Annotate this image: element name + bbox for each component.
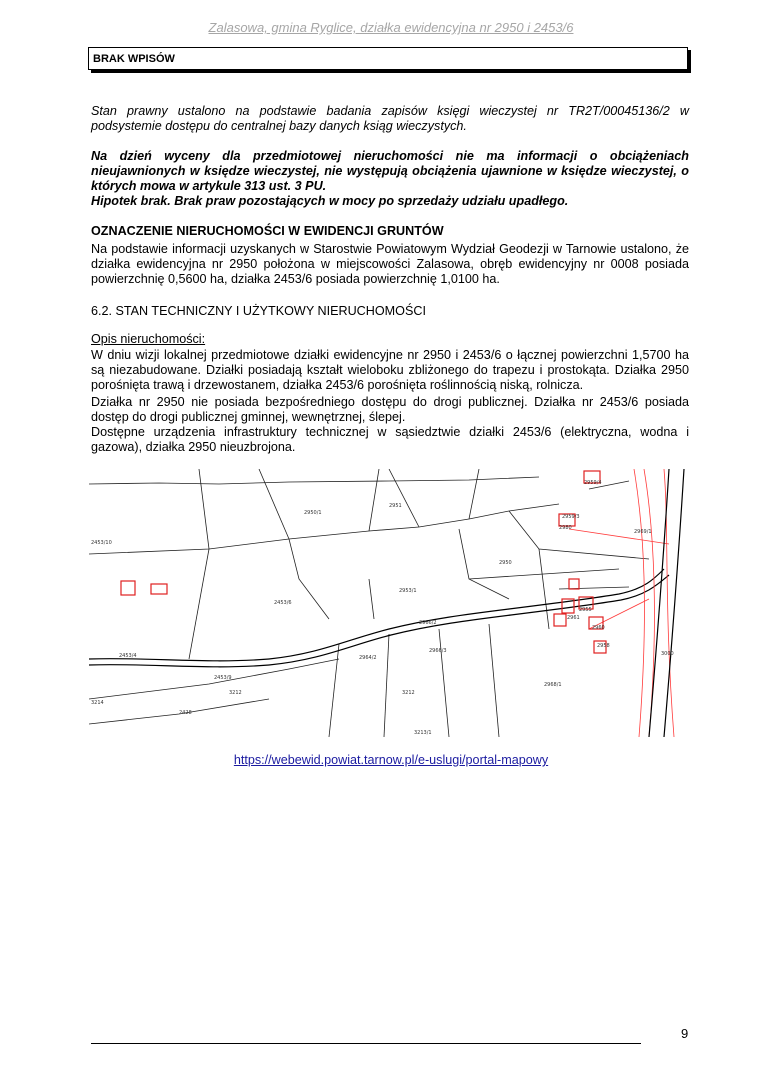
parcel-label: 3214 bbox=[91, 700, 104, 706]
footer-divider bbox=[91, 1043, 641, 1044]
parcel-boundary bbox=[369, 469, 379, 531]
parcel-label: 2955 bbox=[579, 607, 592, 613]
oznaczenie-heading: OZNACZENIE NIERUCHOMOŚCI W EWIDENCJI GRUNTÓW bbox=[91, 224, 444, 238]
parcel-label: 2969/1 bbox=[634, 529, 652, 535]
opis-paragraph-3: Dostępne urządzenia infrastruktury technicznej w sąsiedztwie działki 2453/6 (elektryczna, wodna i gazowa), działka 2950 nieuzbrojona. bbox=[91, 425, 689, 454]
parcel-label: 2453/4 bbox=[119, 653, 137, 659]
parcel-label: 2980 bbox=[559, 525, 572, 531]
utility-line bbox=[569, 529, 669, 544]
parcel-boundary bbox=[384, 634, 389, 737]
parcel-boundary bbox=[439, 629, 449, 737]
opis-label: Opis nieruchomości: bbox=[91, 332, 206, 346]
parcel-label: 2966/2 bbox=[419, 620, 437, 626]
page-number: 9 bbox=[681, 1026, 689, 1041]
parcel-label: 2950/1 bbox=[304, 510, 322, 516]
parcel-label: 2950 bbox=[499, 560, 512, 566]
parcel-boundary bbox=[539, 549, 549, 629]
hipotek-paragraph: Hipotek brak. Brak praw pozostających w mocy po sprzedaży udziału upadłego. bbox=[91, 194, 569, 208]
obciazenia-paragraph: Na dzień wyceny dla przedmiotowej nieruchomości nie ma informacji o obciążeniach nieujawnionych w księdze wieczystej, nie występują obciążenia ujawnione w księdze wieczystej, o których mowa w artykule 313 ust. 3 PU. bbox=[91, 149, 689, 193]
parcel-label: 2453/9 bbox=[214, 675, 232, 681]
opis-paragraph-1: W dniu wizji lokalnej przedmiotowe działki ewidencyjne nr 2950 i 2453/6 o łącznej powierzchni 1,5700 ha są niezabudowane. Działki posiadają kształt wieloboku zbliżonego do trapezu i prostokąta. Działka 2950 porośnięta trawą i drzewostanem, działka 2453/6 porośnięta roślinnością niską, rolnicza. bbox=[91, 348, 689, 392]
parcel-boundary bbox=[199, 469, 209, 549]
parcel-label: 2960 bbox=[592, 625, 605, 631]
parcel-label: 2959/4 bbox=[584, 480, 602, 486]
brak-wpisow-box bbox=[88, 47, 688, 70]
brak-wpisow-label: BRAK WPISÓW bbox=[93, 53, 175, 65]
parcel-label: 3212 bbox=[229, 690, 242, 696]
parcel-label: 2961 bbox=[567, 615, 580, 621]
building bbox=[121, 581, 135, 595]
parcel-boundary bbox=[369, 579, 374, 619]
main-road-edge bbox=[649, 469, 669, 737]
map-portal-link[interactable]: https://webewid.powiat.tarnow.pl/e-uslugi/portal-mapowy bbox=[233, 753, 549, 767]
parcel-label: 2453/10 bbox=[91, 540, 112, 546]
parcel-boundary bbox=[289, 539, 329, 619]
cadastral-map-svg bbox=[89, 469, 689, 737]
parcel-label: 2964/2 bbox=[359, 655, 377, 661]
parcel-boundary bbox=[389, 469, 419, 527]
parcel-label: 2453/6 bbox=[274, 600, 292, 606]
parcel-boundary bbox=[89, 477, 539, 484]
parcel-label: 2953/1 bbox=[399, 588, 417, 594]
parcel-boundary bbox=[89, 504, 559, 554]
parcel-label: 2958 bbox=[597, 643, 610, 649]
parcel-label: 2428 bbox=[179, 710, 192, 716]
parcel-label: 2968/1 bbox=[544, 682, 562, 688]
building bbox=[569, 579, 579, 589]
parcel-boundary bbox=[469, 469, 479, 519]
cadastral-map bbox=[89, 469, 689, 737]
parcel-label: 2966/3 bbox=[429, 648, 447, 654]
parcel-boundary bbox=[259, 469, 289, 539]
parcel-label: 3000 bbox=[661, 651, 674, 657]
stan-prawny-paragraph: Stan prawny ustalono na podstawie badania zapisów księgi wieczystej nr TR2T/00045136/2 w podsystemie dostępu do centralnej bazy danych ksiąg wieczystych. bbox=[91, 104, 689, 133]
road-line bbox=[89, 575, 669, 667]
building bbox=[151, 584, 167, 594]
stan-techniczny-heading: 6.2. STAN TECHNICZNY I UŻYTKOWY NIERUCHOMOŚCI bbox=[91, 304, 426, 318]
parcel-boundary bbox=[189, 549, 209, 659]
opis-paragraph-2: Działka nr 2950 nie posiada bezpośredniego dostępu do drogi publicznej. Działka nr 2453/6 posiada dostęp do drogi publicznej gminnej, wewnętrznej, ślepej. bbox=[91, 395, 689, 424]
parcel-boundary bbox=[469, 569, 619, 579]
parcel-label: 2959/3 bbox=[562, 514, 580, 520]
oznaczenie-paragraph: Na podstawie informacji uzyskanych w Starostwie Powiatowym Wydział Geodezji w Tarnowie ustalono, że działka ewidencyjna nr 2950 położona w miejscowości Zalasowa, obręb ewidencyjny nr 0008 posiada powierzchnię 0,5600 ha, działka 2453/6 posiada powierzchnię 1,0100 ha. bbox=[91, 242, 689, 286]
parcel-label: 2951 bbox=[389, 503, 402, 509]
parcel-boundary bbox=[489, 624, 499, 737]
utility-line bbox=[664, 469, 674, 737]
building bbox=[554, 614, 566, 626]
page-header: Zalasowa, gmina Ryglice, działka ewidencyjna nr 2950 i 2453/6 bbox=[208, 20, 574, 35]
parcel-boundary bbox=[329, 644, 339, 737]
utility-line bbox=[634, 469, 644, 737]
parcel-label: 3212 bbox=[402, 690, 415, 696]
parcel-label: 3213/1 bbox=[414, 730, 432, 736]
